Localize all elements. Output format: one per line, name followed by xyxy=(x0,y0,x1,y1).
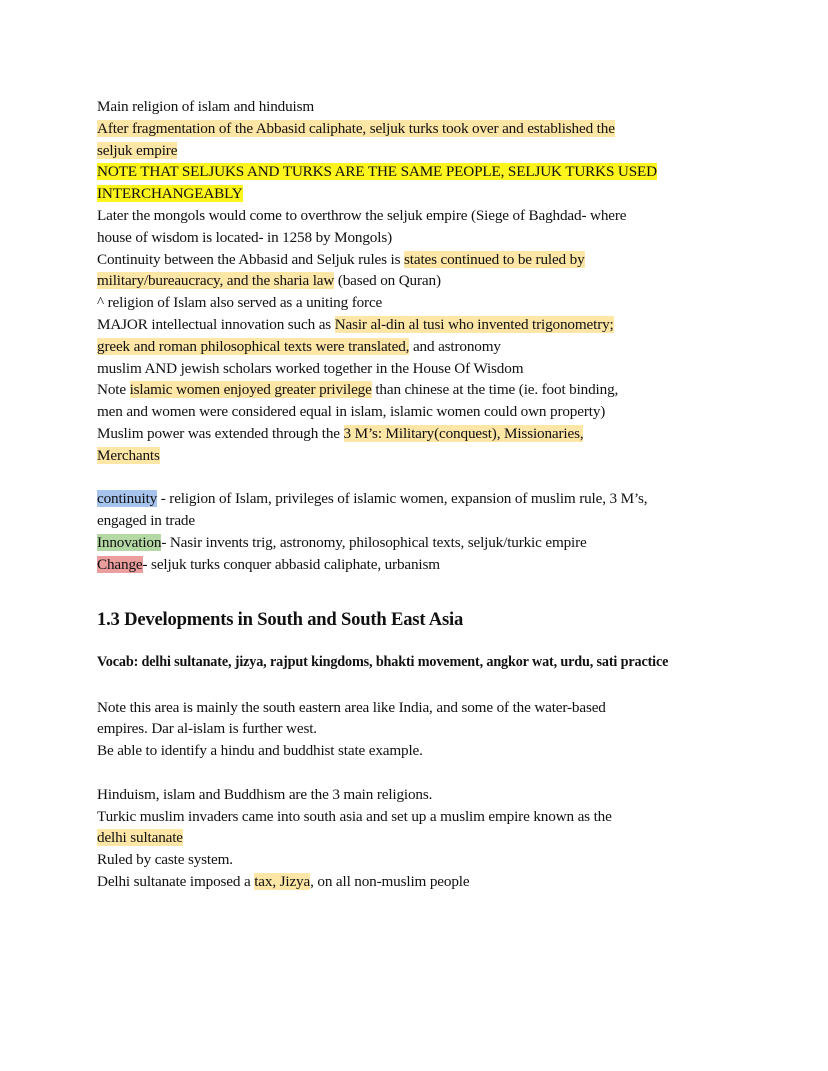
text-line xyxy=(97,249,737,271)
text-line xyxy=(97,118,737,140)
text-line xyxy=(97,423,737,445)
highlighted-text: continuity xyxy=(97,490,158,508)
text-segment: Continuity between the Abbasid and Seljuk rules is xyxy=(97,250,405,268)
text-segment: Main religion of islam and hinduism xyxy=(97,98,315,115)
text-segment: Delhi sultanate imposed a xyxy=(97,872,255,890)
text-segment: (based on Quran) xyxy=(334,272,441,290)
document-page xyxy=(97,96,737,893)
text-line xyxy=(97,270,737,292)
text-line xyxy=(97,205,737,227)
highlighted-text: Merchants xyxy=(97,446,160,464)
text-line xyxy=(97,697,737,719)
text-segment: - seljuk turks conquer abbasid caliphate, urbanism xyxy=(142,555,440,573)
vocab-list: Vocab: delhi sultanate, jizya, rajput kingdoms, bhakti movement, angkor wat, urdu, sati practice xyxy=(97,653,669,670)
text-line xyxy=(97,358,737,380)
highlighted-text: NOTE THAT SELJUKS AND TURKS ARE THE SAME PEOPLE, SELJUK TURKS USED xyxy=(97,163,657,181)
text-line xyxy=(97,183,737,205)
highlighted-text: Change xyxy=(97,555,143,573)
text-segment: Later the mongols would come to overthrow the seljuk empire (Siege of Baghdad- where xyxy=(97,206,627,224)
text-segment: Note this area is mainly the south eastern area like India, and some of the water-based xyxy=(97,698,606,716)
text-segment: , on all non-muslim people xyxy=(310,872,470,890)
text-line xyxy=(97,532,737,554)
text-segment: Note xyxy=(97,381,130,399)
highlighted-text: greek and roman philosophical texts were translated, xyxy=(97,337,410,355)
highlighted-text: delhi sultanate xyxy=(97,829,183,847)
text-line xyxy=(97,740,737,762)
text-line xyxy=(97,401,737,423)
text-line xyxy=(97,314,737,336)
text-line xyxy=(97,784,737,806)
text-line xyxy=(97,227,737,249)
section-heading: 1.3 Developments in South and South East Asia xyxy=(97,608,464,630)
blank-line xyxy=(97,673,737,697)
notes-section-region xyxy=(97,697,737,762)
text-segment: house of wisdom is located- in 1258 by Mongols) xyxy=(97,228,392,246)
highlighted-text: 3 M’s: Military(conquest), Missionaries, xyxy=(343,424,584,442)
notes-section-islam xyxy=(97,96,737,467)
text-segment: Turkic muslim invaders came into south asia and set up a muslim empire known as the xyxy=(97,807,612,825)
text-line xyxy=(97,718,737,740)
highlighted-text: tax, Jizya xyxy=(254,872,311,890)
text-segment: MAJOR intellectual innovation such as xyxy=(97,315,335,333)
highlighted-text: islamic women enjoyed greater privilege xyxy=(129,381,372,399)
text-line xyxy=(97,140,737,162)
summary-section xyxy=(97,488,737,575)
text-segment: empires. Dar al-islam is further west. xyxy=(97,720,317,738)
text-line xyxy=(97,292,737,314)
text-line xyxy=(97,849,737,871)
text-segment: men and women were considered equal in islam, islamic women could own property) xyxy=(97,403,606,421)
text-segment: - Nasir invents trig, astronomy, philosophical texts, seljuk/turkic empire xyxy=(161,533,587,551)
text-line xyxy=(97,510,737,532)
text-line xyxy=(97,445,737,467)
highlighted-text: INTERCHANGEABLY xyxy=(97,185,243,203)
highlighted-text: military/bureaucracy, and the sharia law xyxy=(97,272,335,290)
text-line xyxy=(97,379,737,401)
text-line xyxy=(97,488,737,510)
highlighted-text: After fragmentation of the Abbasid caliphate, seljuk turks took over and established the xyxy=(97,119,615,137)
text-line xyxy=(97,806,737,828)
text-line xyxy=(97,871,737,893)
text-segment: Ruled by caste system. xyxy=(97,851,233,869)
text-line xyxy=(97,161,737,183)
notes-section-religions xyxy=(97,784,737,893)
highlighted-text: Nasir al-din al tusi who invented trigonometry; xyxy=(334,315,614,333)
highlighted-text: seljuk empire xyxy=(97,141,178,159)
text-segment: ^ religion of Islam also served as a uniting force xyxy=(97,294,383,312)
text-segment: Be able to identify a hindu and buddhist state example. xyxy=(97,742,423,760)
text-line xyxy=(97,96,737,118)
blank-line xyxy=(97,762,737,784)
text-line xyxy=(97,827,737,849)
text-line xyxy=(97,336,737,358)
highlighted-text: states continued to be ruled by xyxy=(404,250,585,268)
text-segment: - religion of Islam, privileges of islamic women, expansion of muslim rule, 3 M’s, xyxy=(157,490,648,508)
text-line xyxy=(97,554,737,576)
text-segment: engaged in trade xyxy=(97,512,195,530)
text-segment: Muslim power was extended through the xyxy=(97,424,344,442)
highlighted-text: Innovation xyxy=(97,533,162,551)
text-segment: muslim AND jewish scholars worked together in the House Of Wisdom xyxy=(97,359,524,377)
text-segment: and astronomy xyxy=(409,337,501,355)
text-segment: Hinduism, islam and Buddhism are the 3 main religions. xyxy=(97,785,433,803)
blank-line xyxy=(97,467,737,489)
text-segment: than chinese at the time (ie. foot binding, xyxy=(371,381,619,399)
